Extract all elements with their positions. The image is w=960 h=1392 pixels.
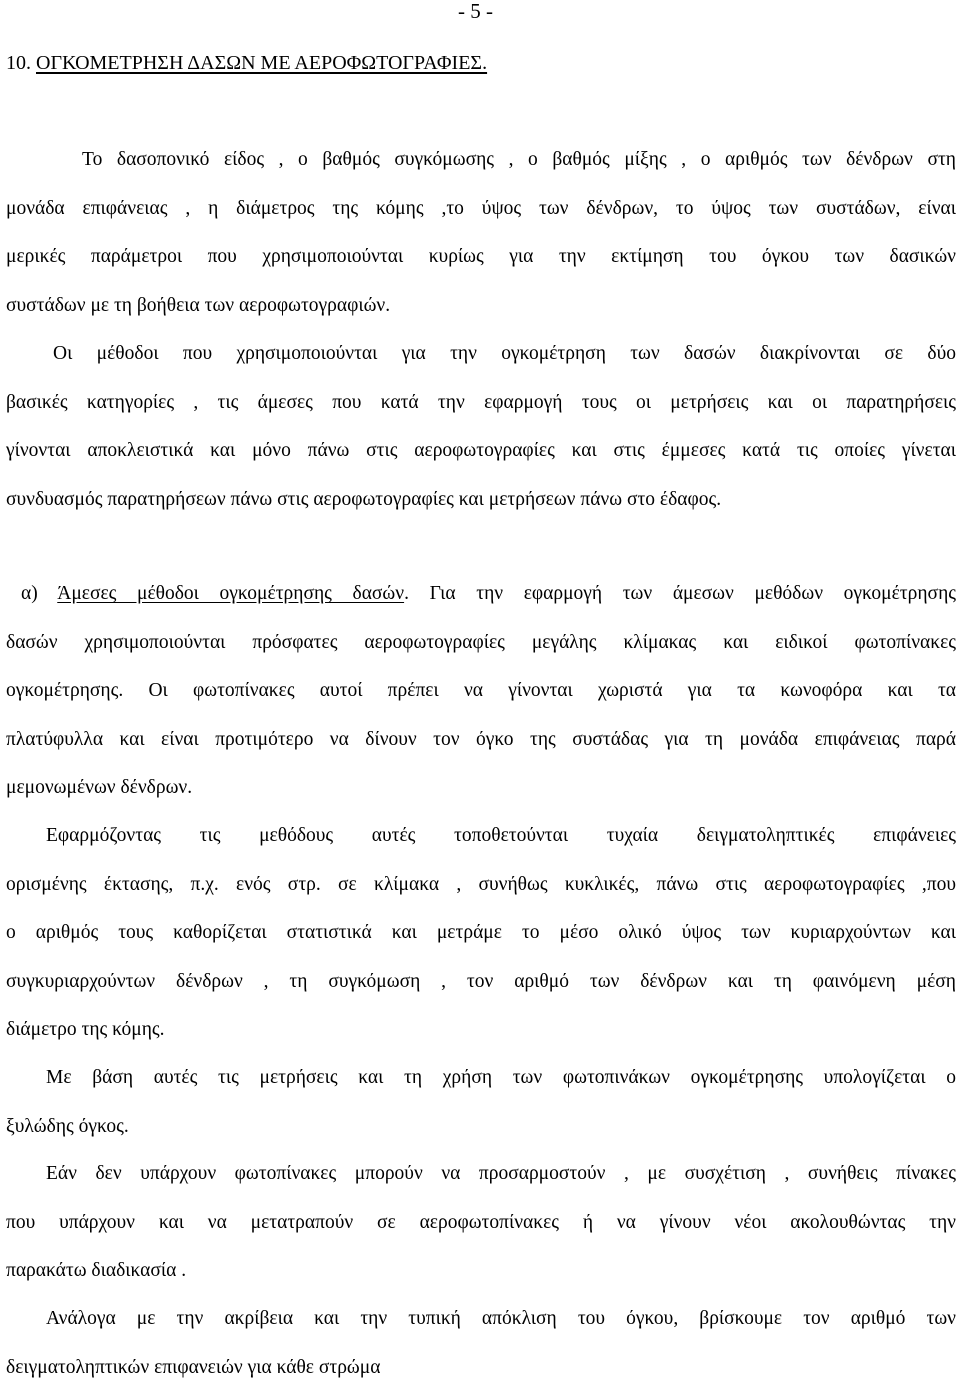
- section-number: 10.: [6, 52, 36, 74]
- paragraph-line: ξυλώδης όγκος.: [6, 1103, 956, 1152]
- paragraph-line: μερικές παράμετροι που χρησιμοποιούνται κυρίως για την εκτίμηση του όγκου των δασικών: [6, 233, 956, 282]
- lead-rest: . Για την εφαρμογή των άμεσων μεθόδων ογκομέτρησης: [404, 583, 956, 604]
- paragraph-line: που υπάρχουν και να μετατραπούν σε αεροφωτοπίνακες ή να γίνουν νέοι ακολουθώντας την: [6, 1199, 956, 1248]
- paragraph-line: Εάν δεν υπάρχουν φωτοπίνακες μπορούν να προσαρμοστούν , με συσχέτιση , συνήθεις πίνακες: [6, 1150, 956, 1199]
- paragraph-5: [6, 1054, 956, 1151]
- paragraph-4: [6, 812, 956, 1055]
- paragraph-line: διάμετρο της κόμης.: [6, 1006, 956, 1055]
- paragraph-line: ο αριθμός τους καθορίζεται στατιστικά και μετράμε το μέσο ολικό ύψος των κυριαρχούντων και: [6, 909, 956, 958]
- paragraph-line: μονάδα επιφάνειας , η διάμετρος της κόμης ,το ύψος των δένδρων, το ύψος των συστάδων, είναι: [6, 185, 956, 234]
- paragraph-line: παρακάτω διαδικασία .: [6, 1247, 956, 1296]
- paragraph-line: ογκομέτρησης. Οι φωτοπίνακες αυτοί πρέπει να γίνονται χωριστά για τα κωνοφόρα και τα: [6, 667, 956, 716]
- paragraph-line: συστάδων με τη βοήθεια των αεροφωτογραφιών.: [6, 282, 956, 331]
- paragraph-line: ορισμένης έκτασης, π.χ. ενός στρ. σε κλίμακα , συνήθως κυκλικές, πάνω στις αεροφωτογραφίες ,που: [6, 861, 956, 910]
- paragraph-line: δασών χρησιμοποιούνται πρόσφατες αεροφωτογραφίες μεγάλης κλίμακας και ειδικοί φωτοπίνακες: [6, 619, 956, 668]
- paragraph-line: Εφαρμόζοντας τις μεθόδους αυτές τοποθετούνται τυχαία δειγματοληπτικές επιφάνειες: [6, 812, 956, 861]
- list-label: α): [21, 583, 57, 604]
- paragraph-direct-methods: [6, 570, 956, 813]
- page-number: - 5 -: [458, 0, 493, 24]
- paragraph-line: συνδυασμός παρατηρήσεων πάνω στις αεροφωτογραφίες και μετρήσεων πάνω στο έδαφος.: [6, 476, 956, 525]
- paragraph-line: δειγματοληπτικών επιφανειών για κάθε στρώμα: [6, 1344, 956, 1392]
- section-title: ΟΓΚΟΜΕΤΡΗΣΗ ΔΑΣΩΝ ΜΕ ΑΕΡΟΦΩΤΟΓΡΑΦΙΕΣ.: [36, 52, 487, 74]
- paragraph-line: Οι μέθοδοι που χρησιμοποιούνται για την ογκομέτρηση των δασών διακρίνονται σε δύο: [6, 330, 956, 379]
- paragraph-7: [6, 1295, 956, 1392]
- paragraph-6: [6, 1150, 956, 1296]
- paragraph-lead-line: [6, 570, 956, 619]
- subsection-title: Άμεσες μέθοδοι ογκομέτρησης δασών: [57, 583, 404, 604]
- paragraph-2: [6, 330, 956, 524]
- paragraph-line: Ανάλογα με την ακρίβεια και την τυπική απόκλιση του όγκου, βρίσκουμε τον αριθμό των: [6, 1295, 956, 1344]
- paragraph-1: [6, 136, 956, 330]
- paragraph-line: μεμονωμένων δένδρων.: [6, 764, 956, 813]
- section-heading: [6, 50, 487, 76]
- paragraph-line: Το δασοπονικό είδος , ο βαθμός συγκόμωσης , ο βαθμός μίξης , ο αριθμός των δένδρων στη: [6, 136, 956, 185]
- paragraph-line: Με βάση αυτές τις μετρήσεις και τη χρήση των φωτοπινάκων ογκομέτρησης υπολογίζεται ο: [6, 1054, 956, 1103]
- paragraph-line: βασικές κατηγορίες , τις άμεσες που κατά την εφαρμογή τους οι μετρήσεις και οι παρατηρήσεις: [6, 379, 956, 428]
- paragraph-line: γίνονται αποκλειστικά και μόνο πάνω στις αεροφωτογραφίες και στις έμμεσες κατά τις οποίες γίνεται: [6, 427, 956, 476]
- paragraph-line: συγκυριαρχούντων δένδρων , τη συγκόμωση , τον αριθμό των δένδρων και τη φαινόμενη μέση: [6, 958, 956, 1007]
- paragraph-line: πλατύφυλλα και είναι προτιμότερο να δίνουν τον όγκο της συστάδας για τη μονάδα επιφάνειας παρά: [6, 716, 956, 765]
